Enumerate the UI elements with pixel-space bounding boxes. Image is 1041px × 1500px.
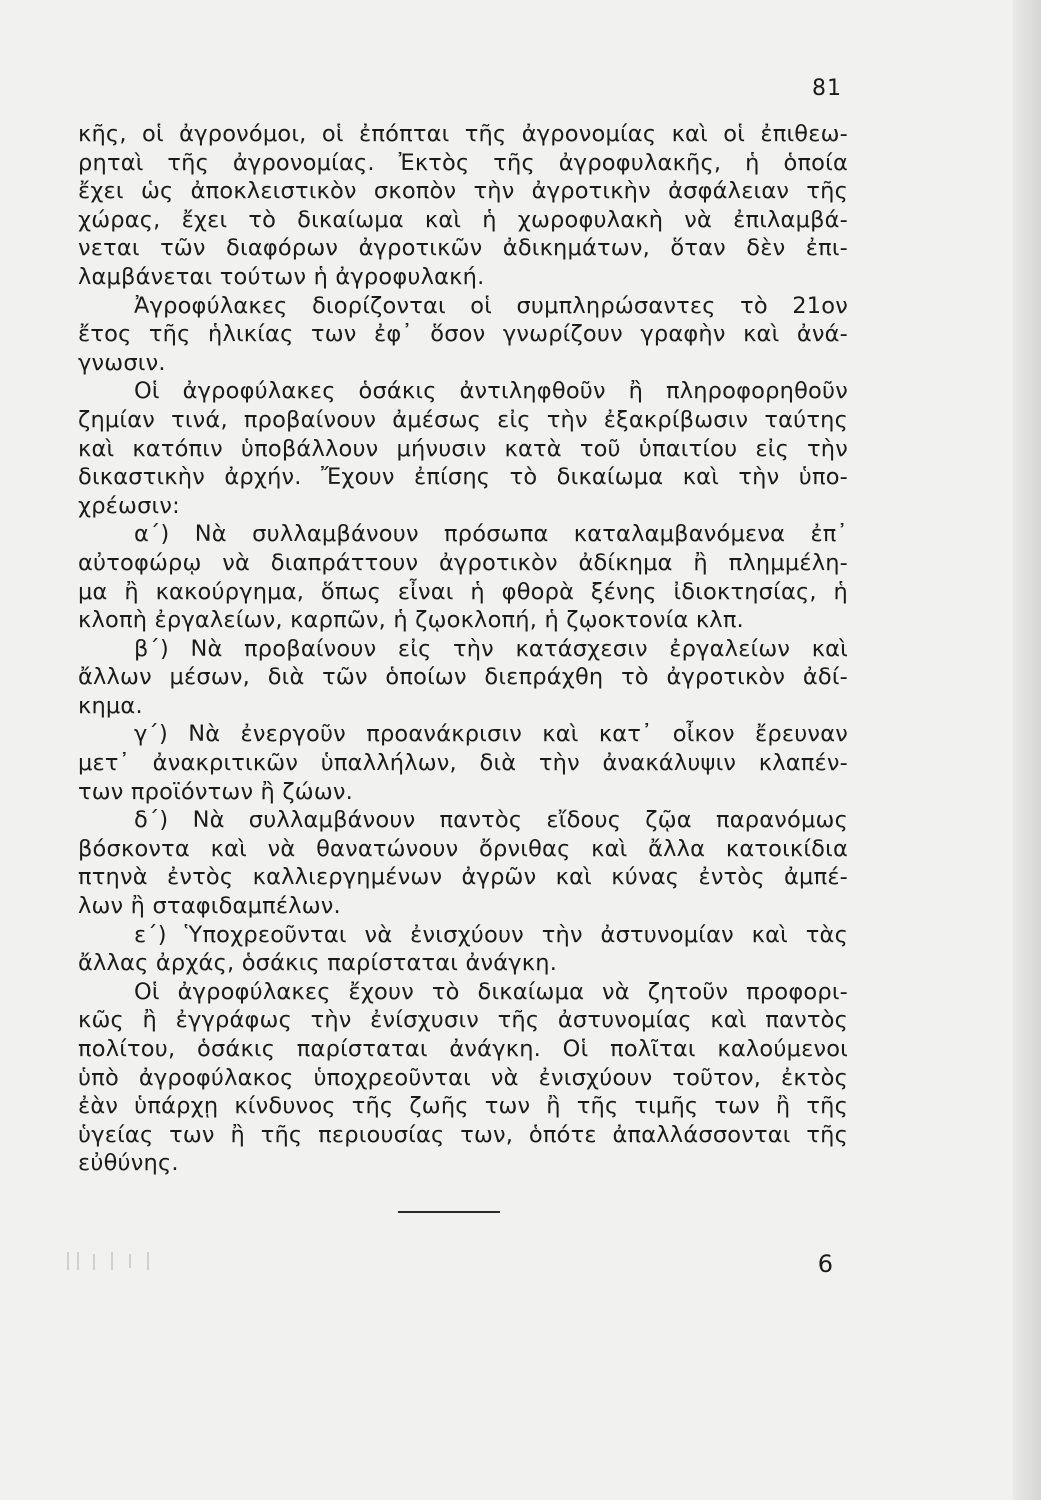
paragraph (78, 635, 848, 721)
signature-mark: 6 (817, 1250, 833, 1278)
text-line: Οἱ ἀγροφύλακες ὁσάκις ἀντιληφθοῦν ἢ πληροφορηθοῦν (134, 378, 848, 405)
text-line: γ΄) Νὰ ἐνεργοῦν προανάκρισιν καὶ κατ᾿ οἶκον ἔρευναν (134, 721, 848, 748)
text-line: κῆς, οἱ ἀγρονόμοι, οἱ ἐπόπται τῆς ἀγρονομίας καὶ οἱ ἐπιθεω- (78, 121, 848, 147)
text-line: ἐὰν ὑπάρχῃ κίνδυνος τῆς ζωῆς των ἢ τῆς τιμῆς των ἢ τῆς (78, 1093, 848, 1120)
paragraph (78, 720, 848, 806)
text-line: νεται τῶν διαφόρων ἀγροτικῶν ἀδικημάτων, ὅταν δὲν ἐπι- (78, 235, 848, 262)
text-line: μα ἢ κακούργημα, ὅπως εἶναι ἡ φθορὰ ξένης ἰδιοκτησίας, ἡ (78, 578, 848, 605)
text-line: αὐτοφώρῳ νὰ διαπράττουν ἀγροτικὸν ἀδίκημα ἢ πλημμέλη- (78, 549, 848, 576)
paragraph (78, 978, 848, 1178)
text-line: ε΄) Ὑποχρεοῦνται νὰ ἐνισχύουν τὴν ἀστυνομίαν καὶ τὰς (134, 921, 848, 948)
text-line: κῶς ἢ ἐγγράφως τὴν ἐνίσχυσιν τῆς ἀστυνομίας καὶ παντὸς (78, 1007, 848, 1034)
faint-bleedthrough-mark (64, 1248, 174, 1272)
text-line: χρέωσιν: (78, 492, 180, 519)
paragraph (78, 120, 848, 292)
text-line: δικαστικὴν ἀρχήν. Ἔχουν ἐπίσης τὸ δικαίωμα καὶ τὴν ὑπο- (78, 464, 848, 491)
text-line: ὑγείας των ἢ τῆς περιουσίας των, ὁπότε ἀπαλλάσσονται τῆς (78, 1121, 848, 1148)
paragraph (78, 806, 848, 920)
body-text (78, 120, 848, 1178)
text-line: ὑπὸ ἀγροφύλακος ὑποχρεοῦνται νὰ ἐνισχύουν τοῦτον, ἐκτὸς (78, 1064, 848, 1091)
page-number: 81 (812, 76, 842, 101)
text-line: χώρας, ἔχει τὸ δικαίωμα καὶ ἡ χωροφυλακὴ νὰ ἐπιλαμβά- (78, 206, 848, 233)
text-line: βόσκοντα καὶ νὰ θανατώνουν ὄρνιθας καὶ ἄλλα κατοικίδια (78, 835, 848, 862)
text-line: εὐθύνης. (78, 1150, 179, 1177)
text-line: των προϊόντων ἢ ζώων. (78, 778, 354, 805)
paragraph (78, 921, 848, 978)
text-line: πτηνὰ ἐντὸς καλλιεργημένων ἀγρῶν καὶ κύνας ἐντὸς ἀμπέ- (78, 864, 848, 891)
text-line: ἔτος τῆς ἡλικίας των ἐφ᾿ ὅσον γνωρίζουν γραφὴν καὶ ἀνά- (78, 321, 848, 348)
text-line: β΄) Νὰ προβαίνουν εἰς τὴν κατάσχεσιν ἐργαλείων καὶ (134, 635, 848, 662)
text-line: Οἱ ἀγροφύλακες ἔχουν τὸ δικαίωμα νὰ ζητοῦν προφορι- (134, 978, 848, 1005)
text-line: ἄλλων μέσων, διὰ τῶν ὁποίων διεπράχθη τὸ ἀγροτικὸν ἀδί- (78, 664, 848, 691)
text-line: ἄλλας ἀρχάς, ὁσάκις παρίσταται ἀνάγκη. (78, 950, 558, 977)
text-line: α΄) Νὰ συλλαμβάνουν πρόσωπα καταλαμβανόμενα ἐπ᾿ (134, 521, 848, 548)
text-line: πολίτου, ὁσάκις παρίσταται ἀνάγκη. Οἱ πολῖται καλούμενοι (78, 1036, 848, 1062)
text-line: ἔχει ὡς ἀποκλειστικὸν σκοπὸν τὴν ἀγροτικὴν ἀσφάλειαν τῆς (78, 178, 848, 205)
text-line: λαμβάνεται τούτων ἡ ἀγροφυλακή. (78, 263, 485, 290)
text-line: κλοπὴ ἐργαλείων, καρπῶν, ἡ ζῳοκλοπή, ἡ ζῳοκτονία κλπ. (78, 607, 744, 634)
page-edge-shadow (1013, 0, 1041, 1500)
section-divider (398, 1211, 500, 1213)
text-line: δ΄) Νὰ συλλαμβάνουν παντὸς εἴδους ζῷα παρανόμως (134, 807, 848, 834)
paragraph (78, 292, 848, 378)
text-line: μετ᾿ ἀνακριτικῶν ὑπαλλήλων, διὰ τὴν ἀνακάλυψιν κλαπέν- (78, 750, 848, 777)
text-line: κημα. (78, 692, 143, 719)
text-line: ζημίαν τινά, προβαίνουν ἀμέσως εἰς τὴν ἐξακρίβωσιν ταύτης (78, 406, 848, 433)
text-line: γνωσιν. (78, 349, 166, 376)
paragraph (78, 520, 848, 634)
text-line: Ἀγροφύλακες διορίζονται οἱ συμπληρώσαντες τὸ 21ον (134, 292, 848, 319)
paragraph (78, 377, 848, 520)
text-line: ρηταὶ τῆς ἀγρονομίας. Ἐκτὸς τῆς ἀγροφυλακῆς, ἡ ὁποία (78, 149, 848, 176)
text-line: καὶ κατόπιν ὑποβάλλουν μήνυσιν κατὰ τοῦ ὑπαιτίου εἰς τὴν (78, 435, 848, 462)
text-line: λων ἢ σταφιδαμπέλων. (78, 893, 341, 920)
